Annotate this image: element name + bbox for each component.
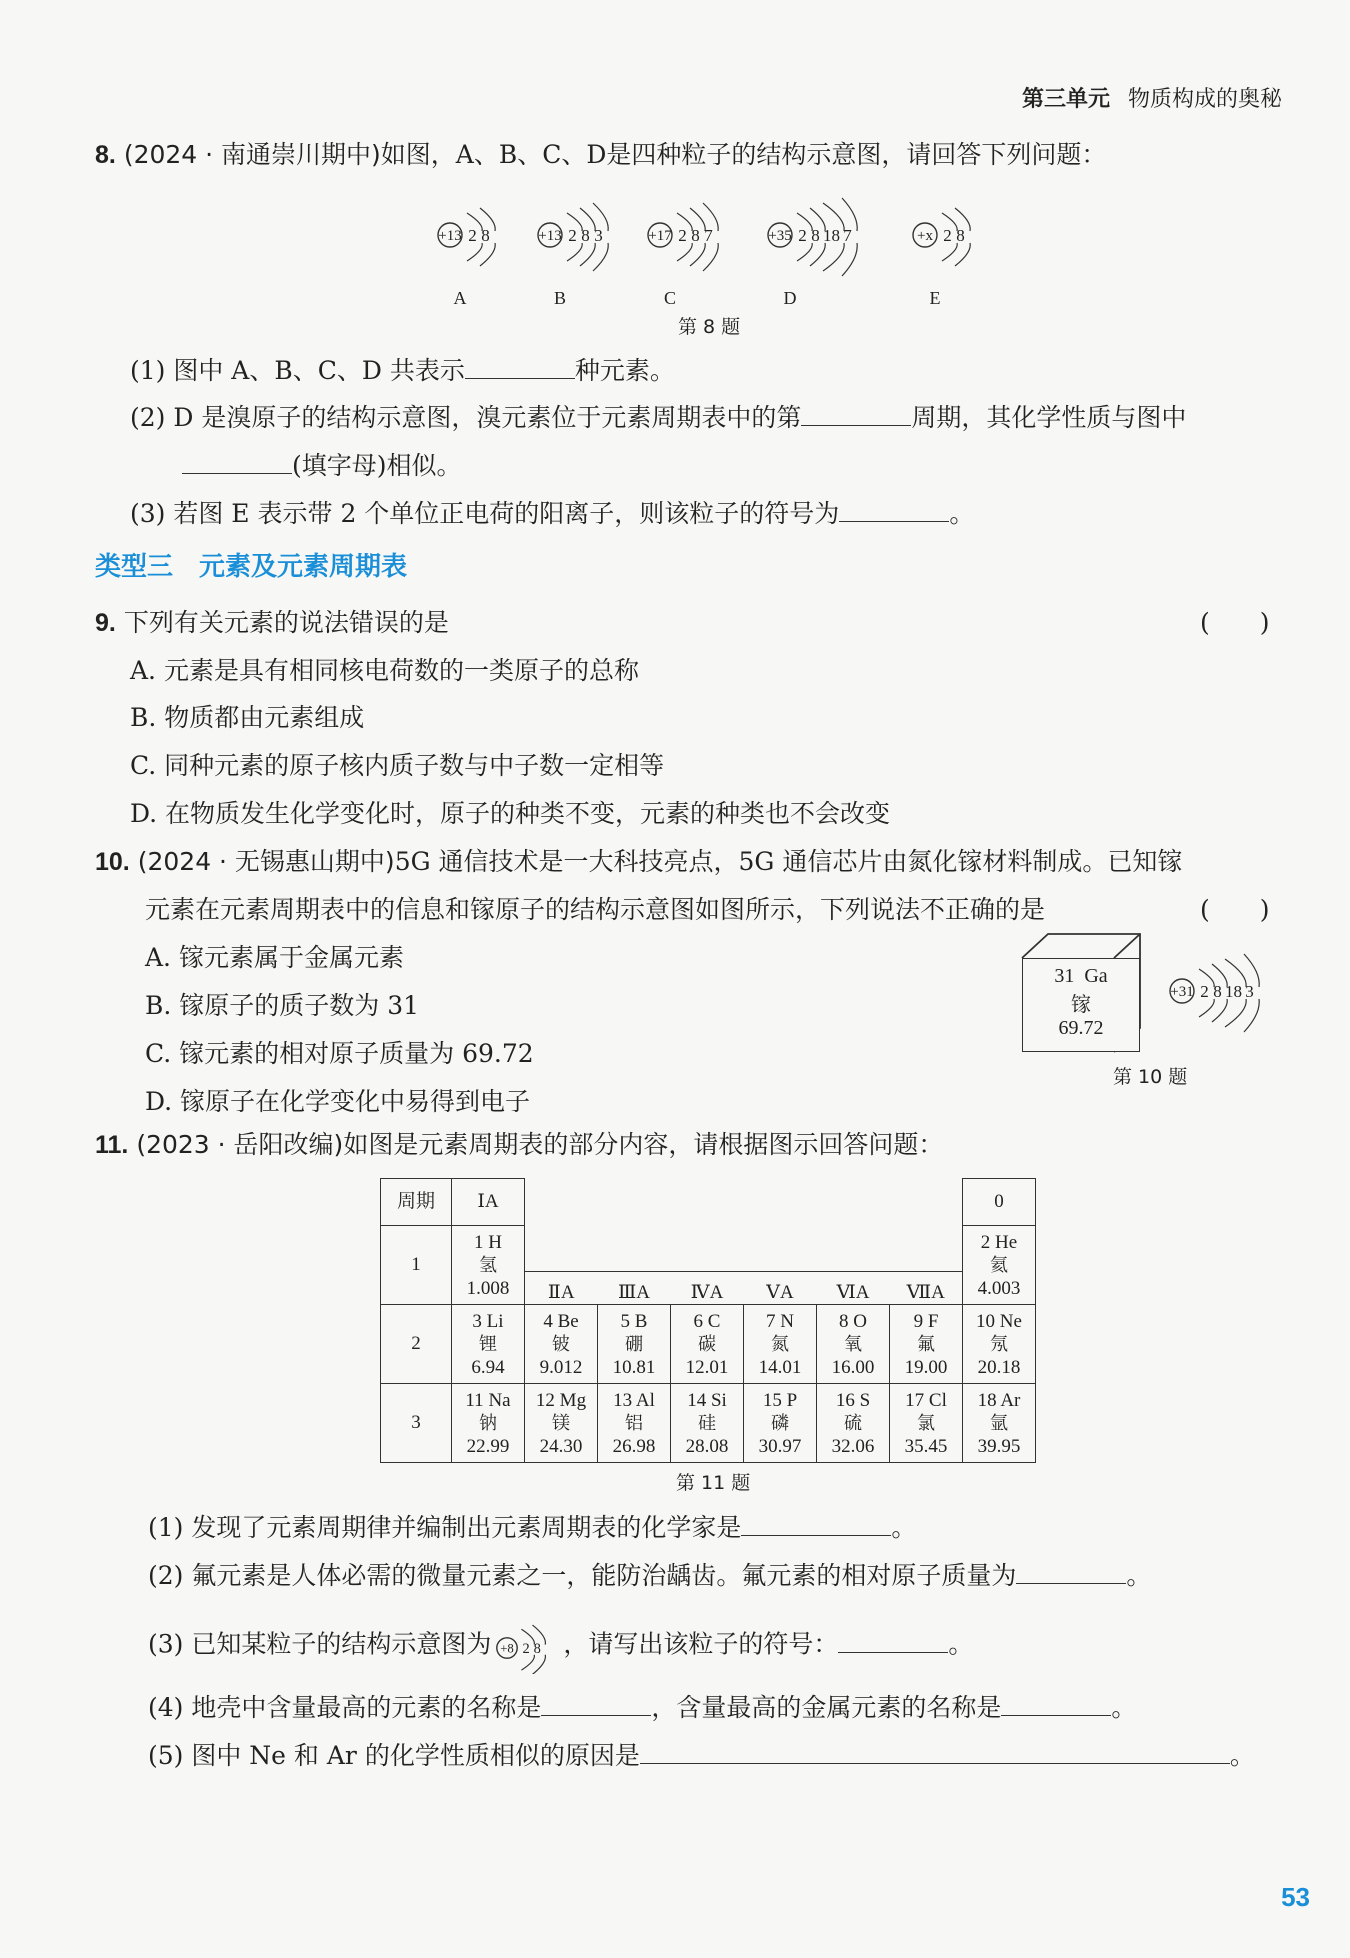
electron-shell-arc (1199, 999, 1214, 1017)
group-label: ⅦA (906, 1282, 945, 1303)
atomic-mass: 9.012 (539, 1356, 583, 1378)
page-number: 53 (1281, 1882, 1310, 1912)
question-number: 10. (95, 848, 130, 876)
table-row (381, 1226, 1036, 1305)
element-symbol: O (853, 1310, 867, 1332)
empty-cell (744, 1179, 817, 1226)
option[interactable]: C. 镓元素的相对原子质量为 69.72 (145, 1039, 534, 1068)
answer-blank[interactable] (541, 1693, 651, 1716)
unit-label: 第三单元 (1021, 87, 1110, 112)
element-cell (598, 1305, 671, 1384)
group-header (744, 1226, 817, 1305)
shell-electron-count: 18 (1225, 982, 1242, 1001)
nucleus-charge: +13 (538, 228, 562, 244)
group-label-box (743, 1271, 818, 1304)
element-number-symbol (452, 1389, 524, 1412)
nucleus-charge: +8 (500, 1641, 515, 1656)
q8-atom-diagrams (420, 180, 1020, 330)
element-cell (963, 1226, 1036, 1305)
answer-blank[interactable] (741, 1513, 891, 1536)
answer-blank[interactable] (801, 403, 911, 426)
atom-structure (913, 208, 970, 266)
shell-electron-count: 3 (594, 226, 603, 245)
element-symbol: Cl (928, 1389, 947, 1411)
element-name: 钠 (479, 1412, 497, 1434)
element-number-symbol (671, 1389, 743, 1412)
element-name: 碳 (698, 1333, 716, 1355)
shell-electron-count: 7 (704, 226, 713, 245)
q11-sub3 (148, 1618, 973, 1674)
atom-label: D (783, 288, 797, 308)
element-symbol: Ar (1000, 1389, 1021, 1411)
question-stem: 5G 通信技术是一大科技亮点，5G 通信芯片由氮化镓材料制成。已知镓 (394, 847, 1183, 876)
answer-paren[interactable]: ( ) (1200, 608, 1270, 637)
element-cell (671, 1305, 744, 1384)
element-number-symbol (452, 1231, 524, 1254)
atomic-number: 7 (766, 1310, 776, 1332)
atom-label: A (453, 288, 467, 308)
oxygen-ion-diagram (491, 1618, 563, 1674)
element-symbol: Al (635, 1389, 655, 1411)
element-number-symbol (963, 1389, 1035, 1412)
period-number: 3 (381, 1384, 452, 1463)
q11-sub5-end: 。 (1229, 1741, 1255, 1770)
element-cell (963, 1305, 1036, 1384)
element-number-symbol (744, 1310, 816, 1333)
element-number-symbol (744, 1389, 816, 1412)
atom-label: E (929, 288, 941, 308)
question-11 (95, 1125, 943, 1161)
element-symbol: H (488, 1231, 502, 1253)
q8-sub1 (130, 351, 675, 387)
atomic-mass: 6.94 (471, 1356, 505, 1378)
q8-sub1-text: (1) 图中 A、B、C、D 共表示 (130, 356, 465, 385)
group-label-box (670, 1271, 745, 1304)
shell-electron-count: 2 (678, 226, 687, 245)
atomic-number: 5 (620, 1310, 631, 1332)
element-number-symbol (817, 1389, 889, 1412)
q8-sub3 (130, 494, 974, 530)
element-cell (525, 1384, 598, 1463)
table-row (381, 1305, 1036, 1384)
electron-shell-arc (942, 243, 957, 261)
atomic-number: 13 (613, 1389, 633, 1411)
element-name: 硫 (844, 1412, 862, 1434)
q8-sub2-mid: 周期，其化学性质与图中 (911, 403, 1187, 432)
group-header (817, 1226, 890, 1305)
atomic-mass: 12.01 (685, 1356, 729, 1378)
atomic-number: 3 (472, 1310, 482, 1332)
atomic-mass: 39.95 (977, 1435, 1021, 1457)
element-cell (817, 1305, 890, 1384)
group-label-box (816, 1271, 891, 1304)
ga-mass: 69.72 (1058, 1017, 1104, 1039)
period-number: 1 (381, 1226, 452, 1305)
nucleus-charge: +x (917, 228, 933, 244)
shell-electron-count: 2 (943, 226, 952, 245)
empty-cell (817, 1179, 890, 1226)
shell-electron-count: 8 (481, 226, 490, 245)
element-name: 镁 (552, 1412, 570, 1434)
element-symbol: F (927, 1310, 939, 1332)
atomic-number: 12 (535, 1389, 555, 1411)
section-title: 类型三 元素及元素周期表 (95, 552, 408, 582)
group-label-box (597, 1271, 672, 1304)
element-number-symbol (598, 1310, 670, 1333)
element-name: 氧 (844, 1333, 862, 1355)
question-number: 9. (95, 609, 116, 637)
group-label: ⅥA (836, 1282, 870, 1303)
question-10-stem2: 元素在元素周期表中的信息和镓原子的结构示意图如图所示，下列说法不正确的是 (145, 895, 1046, 924)
atom-label: C (663, 288, 677, 308)
element-name: 锂 (479, 1333, 497, 1355)
shell-electron-count: 2 (568, 226, 577, 245)
element-name: 氩 (990, 1412, 1008, 1434)
element-cell (452, 1305, 525, 1384)
q8-sub2-text: (2) D 是溴原子的结构示意图，溴元素位于元素周期表中的第 (130, 403, 802, 432)
atomic-mass: 22.99 (466, 1435, 510, 1457)
question-stem: 下列有关元素的说法错误的是 (123, 608, 449, 637)
element-number-symbol (890, 1310, 962, 1333)
element-symbol: B (634, 1310, 648, 1332)
atomic-mass: 1.008 (466, 1277, 510, 1299)
group-label: ⅣA (690, 1282, 724, 1303)
option[interactable]: D. 在物质发生化学变化时，原子的种类不变，元素的种类也不会改变 (130, 799, 891, 828)
element-name: 铝 (625, 1412, 643, 1434)
shell-electron-count: 2 (1200, 982, 1209, 1001)
element-name: 硅 (698, 1412, 716, 1434)
shell-electron-count: 18 (823, 226, 840, 245)
shell-electron-count: 8 (811, 226, 820, 245)
element-cell (744, 1305, 817, 1384)
period-header: 周期 (381, 1179, 452, 1226)
atomic-number: 11 (465, 1389, 484, 1411)
element-cell (963, 1384, 1036, 1463)
atom-structure (438, 208, 495, 266)
option[interactable]: C. 同种元素的原子核内质子数与中子数一定相等 (130, 751, 665, 780)
element-name: 氢 (479, 1254, 497, 1276)
atomic-mass: 4.003 (977, 1277, 1021, 1299)
q11-caption: 第 11 题 (676, 1472, 751, 1494)
element-name: 硼 (625, 1333, 643, 1355)
element-number-symbol (525, 1389, 597, 1412)
question-8 (95, 135, 1106, 171)
element-number-symbol (890, 1389, 962, 1412)
empty-cell (671, 1179, 744, 1226)
element-symbol: Li (486, 1310, 504, 1332)
element-cell (817, 1384, 890, 1463)
element-name: 磷 (771, 1412, 789, 1434)
q8-sub3-text: (3) 若图 E 表示带 2 个单位正电荷的阳离子，则该粒子的符号为 (130, 499, 840, 528)
q11-sub3-end: 。 (948, 1629, 974, 1659)
page-header (1022, 82, 1282, 113)
element-name: 氖 (990, 1333, 1008, 1355)
q11-sub5 (148, 1736, 1255, 1772)
element-number-symbol (452, 1310, 524, 1333)
element-symbol: Na (488, 1389, 511, 1411)
group-header: ⅠA (452, 1179, 525, 1226)
answer-blank[interactable] (838, 1630, 948, 1653)
question-number: 11. (95, 1131, 129, 1159)
element-number-symbol (671, 1310, 743, 1333)
element-cell (452, 1226, 525, 1305)
atom-structure (768, 198, 857, 276)
atomic-number: 14 (687, 1389, 707, 1411)
atomic-mass: 20.18 (977, 1356, 1021, 1378)
atomic-number: 18 (977, 1389, 997, 1411)
group-label-box (889, 1271, 964, 1304)
group-label: ⅡA (547, 1282, 575, 1303)
atomic-mass: 30.97 (758, 1435, 802, 1457)
element-symbol: Ne (999, 1310, 1022, 1332)
element-cell (671, 1384, 744, 1463)
answer-blank[interactable] (182, 451, 292, 474)
question-9 (95, 603, 449, 639)
element-symbol: C (707, 1310, 721, 1332)
atomic-number: 10 (976, 1310, 996, 1332)
nucleus-charge: +31 (1170, 984, 1194, 1000)
empty-cell (525, 1179, 598, 1226)
atom-structure (1170, 954, 1259, 1032)
nucleus-charge: +17 (648, 228, 672, 244)
ga-name: 镓 (1071, 992, 1091, 1016)
answer-blank[interactable] (1016, 1561, 1126, 1584)
ga-atom-diagram (1160, 935, 1300, 1045)
shell-electron-count: 8 (581, 226, 590, 245)
element-cell (890, 1384, 963, 1463)
shell-electron-count: 8 (1213, 982, 1222, 1001)
q11-sub1 (148, 1508, 916, 1544)
q11-sub4-end: 。 (1111, 1693, 1137, 1722)
element-number-symbol (817, 1310, 889, 1333)
atomic-mass: 28.08 (685, 1435, 729, 1457)
electron-shell-arc (677, 243, 692, 261)
atomic-number: 8 (839, 1310, 849, 1332)
element-number-symbol (963, 1310, 1035, 1333)
period-number: 2 (381, 1305, 452, 1384)
shell-electron-count: 2 (468, 226, 477, 245)
element-symbol: Be (557, 1310, 579, 1332)
atomic-mass: 26.98 (612, 1435, 656, 1457)
group-header (525, 1226, 598, 1305)
atomic-number: 9 (913, 1310, 924, 1332)
q11-sub3-mid: ，请写出该粒子的符号： (563, 1629, 839, 1659)
q11-sub2 (148, 1556, 1151, 1592)
table-header-row (381, 1179, 1036, 1226)
element-symbol: Mg (559, 1389, 587, 1411)
element-number-symbol (963, 1231, 1035, 1254)
atomic-number: 4 (543, 1310, 553, 1332)
element-name: 铍 (552, 1333, 570, 1355)
shell-electron-count: 8 (533, 1641, 542, 1658)
atomic-mass: 32.06 (831, 1435, 875, 1457)
option[interactable]: A. 元素是具有相同核电荷数的一类原子的总称 (130, 656, 639, 685)
q11-sub3-text: (3) 已知某粒子的结构示意图为 (148, 1629, 492, 1659)
answer-paren[interactable]: ( ) (1200, 895, 1270, 924)
ga-number: 31 (1054, 965, 1075, 987)
shell-electron-count: 8 (956, 226, 965, 245)
option[interactable]: A. 镓元素属于金属元素 (145, 943, 404, 972)
ga-symbol: Ga (1084, 965, 1108, 987)
atomic-number: 17 (905, 1389, 925, 1411)
q8-sub3-end: 。 (949, 499, 975, 528)
answer-blank[interactable] (839, 499, 949, 522)
atom-structure (538, 203, 608, 271)
element-name: 氦 (990, 1254, 1008, 1276)
shell-electron-count: 3 (1245, 982, 1254, 1001)
shell-electron-count: 7 (843, 226, 852, 245)
element-cell (452, 1384, 525, 1463)
question-source: (2023 · 岳阳改编) (136, 1130, 344, 1159)
atomic-number: 15 (762, 1389, 782, 1411)
option[interactable]: B. 物质都由元素组成 (130, 703, 365, 732)
atomic-number: 1 (474, 1231, 484, 1253)
option[interactable]: D. 镓原子在化学变化中易得到电子 (145, 1087, 531, 1116)
element-symbol: P (786, 1389, 798, 1411)
shell-electron-count: 8 (691, 226, 700, 245)
electron-shell-arc (467, 243, 482, 261)
question-number: 8. (95, 141, 116, 169)
element-name: 氟 (917, 1333, 935, 1355)
group-header (671, 1226, 744, 1305)
empty-cell (598, 1179, 671, 1226)
atom-structure (648, 203, 718, 271)
element-symbol: Si (710, 1389, 727, 1411)
q11-sub1-end: 。 (891, 1513, 917, 1542)
atomic-number: 2 (980, 1231, 991, 1253)
element-cell (890, 1305, 963, 1384)
q11-sub4-text: (4) 地壳中含量最高的元素的名称是 (148, 1693, 542, 1722)
atomic-number: 16 (835, 1389, 855, 1411)
group-label: ⅤA (766, 1282, 794, 1303)
group-header (598, 1226, 671, 1305)
atomic-mass: 24.30 (539, 1435, 583, 1457)
empty-cell (890, 1179, 963, 1226)
element-cell (744, 1384, 817, 1463)
element-name: 氯 (917, 1412, 935, 1434)
q11-sub4 (148, 1688, 1136, 1724)
question-source: (2024 · 南通崇川期中) (123, 140, 381, 169)
nucleus-charge: +35 (768, 228, 792, 244)
group-header (890, 1226, 963, 1305)
element-number-symbol (525, 1310, 597, 1333)
unit-title: 物质构成的奥秘 (1127, 87, 1282, 112)
question-stem: 如图，A、B、C、D是四种粒子的结构示意图，请回答下列问题： (380, 140, 1107, 169)
atomic-mass: 10.81 (612, 1356, 656, 1378)
element-number-symbol (598, 1389, 670, 1412)
element-name: 氮 (771, 1333, 789, 1355)
ga-element-cell (1022, 958, 1140, 1052)
q8-caption: 第 8 题 (678, 316, 741, 338)
atomic-mass: 14.01 (758, 1356, 802, 1378)
q11-sub2-text: (2) 氟元素是人体必需的微量元素之一，能防治龋齿。氟元素的相对原子质量为 (148, 1561, 1017, 1590)
electron-shell-arc (567, 243, 582, 261)
atom-label: B (553, 288, 567, 308)
shell-electron-count: 2 (798, 226, 807, 245)
element-cell (525, 1305, 598, 1384)
periodic-table (380, 1178, 1036, 1463)
nucleus-charge: +13 (438, 228, 462, 244)
group-header: 0 (963, 1179, 1036, 1226)
atomic-number: 6 (693, 1310, 704, 1332)
element-cell (598, 1384, 671, 1463)
element-symbol: S (859, 1389, 871, 1411)
q11-sub2-end: 。 (1126, 1561, 1152, 1590)
shell-electron-count: 2 (522, 1641, 531, 1658)
option[interactable]: B. 镓原子的质子数为 31 (145, 991, 420, 1020)
q10-caption: 第 10 题 (1113, 1066, 1188, 1088)
atomic-mass: 35.45 (904, 1435, 948, 1457)
q11-sub4-mid: ，含量最高的金属元素的名称是 (651, 1693, 1002, 1722)
answer-blank[interactable] (1001, 1693, 1111, 1716)
electron-shell-arc (1225, 999, 1246, 1027)
q8-sub2-end: (填字母)相似。 (292, 451, 462, 480)
question-stem: 如图是元素周期表的部分内容，请根据图示回答问题： (343, 1130, 944, 1159)
q8-sub1-end: 种元素。 (574, 356, 675, 385)
answer-blank[interactable] (465, 356, 575, 379)
q11-sub1-text: (1) 发现了元素周期律并编制出元素周期表的化学家是 (148, 1513, 742, 1542)
electron-shell-arc (797, 243, 812, 261)
answer-blank[interactable] (640, 1741, 1230, 1764)
atomic-mass: 19.00 (904, 1356, 948, 1378)
element-symbol: He (995, 1231, 1018, 1253)
electron-shell-arc (823, 243, 844, 271)
q11-sub5-text: (5) 图中 Ne 和 Ar 的化学性质相似的原因是 (148, 1741, 640, 1770)
atom-structure (497, 1625, 546, 1674)
atomic-mass: 16.00 (831, 1356, 875, 1378)
group-label: ⅢA (617, 1282, 651, 1303)
element-symbol: N (780, 1310, 794, 1332)
table-row (381, 1384, 1036, 1463)
q8-sub2-cont (182, 446, 462, 482)
question-source: (2024 · 无锡惠山期中) (137, 847, 395, 876)
group-label-box (524, 1271, 599, 1304)
q8-sub2 (130, 398, 1186, 434)
question-10 (95, 842, 1182, 878)
